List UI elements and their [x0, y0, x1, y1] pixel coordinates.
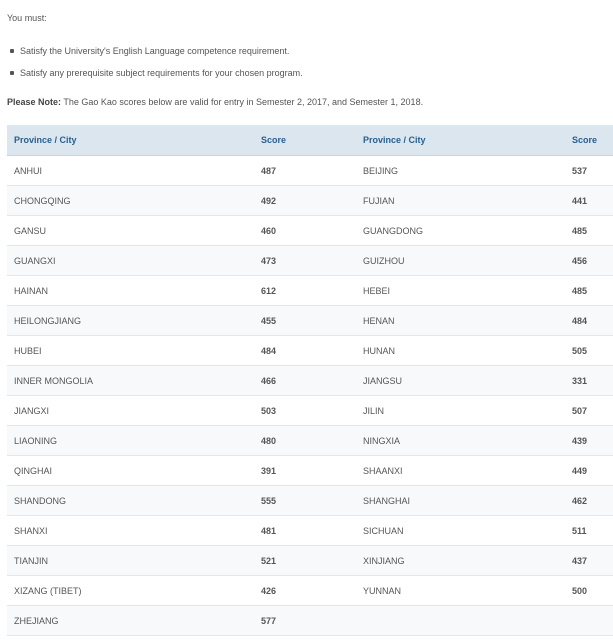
score-cell: 507	[565, 396, 613, 426]
province-cell: SHAANXI	[356, 456, 565, 486]
score-cell: 460	[254, 216, 356, 246]
province-cell: CHONGQING	[7, 186, 254, 216]
score-cell: 426	[254, 576, 356, 606]
score-cell: 480	[254, 426, 356, 456]
bullet-icon	[10, 49, 14, 53]
score-cell: 484	[565, 306, 613, 336]
score-cell: 503	[254, 396, 356, 426]
table-row	[7, 156, 613, 186]
table-row	[7, 426, 613, 456]
province-cell	[356, 606, 565, 636]
list-item	[7, 44, 303, 66]
province-cell: XIZANG (TIBET)	[7, 576, 254, 606]
province-cell: NINGXIA	[356, 426, 565, 456]
province-cell: ZHEJIANG	[7, 606, 254, 636]
province-cell: BEIJING	[356, 156, 565, 186]
province-cell: GUIZHOU	[356, 246, 565, 276]
score-cell: 577	[254, 606, 356, 636]
table-row	[7, 246, 613, 276]
province-cell: GANSU	[7, 216, 254, 246]
table-row	[7, 456, 613, 486]
table-row	[7, 276, 613, 306]
province-cell: SHANXI	[7, 516, 254, 546]
score-cell: 439	[565, 426, 613, 456]
table-row	[7, 186, 613, 216]
score-cell: 492	[254, 186, 356, 216]
header-province-2: Province / City	[356, 125, 565, 156]
province-cell: HEILONGJIANG	[7, 306, 254, 336]
score-cell: 500	[565, 576, 613, 606]
header-province-1: Province / City	[7, 125, 254, 156]
note-text: The Gao Kao scores below are valid for entry in Semester 2, 2017, and Semester 1, 2018.	[63, 97, 424, 107]
score-cell: 455	[254, 306, 356, 336]
score-cell: 485	[565, 216, 613, 246]
province-cell: JIANGXI	[7, 396, 254, 426]
table-row	[7, 576, 613, 606]
table-body	[7, 156, 613, 636]
requirement-text: Satisfy any prerequisite subject requirements for your chosen program.	[20, 68, 303, 78]
score-cell	[565, 606, 613, 636]
province-cell: JILIN	[356, 396, 565, 426]
table-row	[7, 516, 613, 546]
table-row	[7, 336, 613, 366]
header-score-1: Score	[254, 125, 356, 156]
score-cell: 487	[254, 156, 356, 186]
province-cell: GUANGXI	[7, 246, 254, 276]
score-cell: 437	[565, 546, 613, 576]
province-cell: HAINAN	[7, 276, 254, 306]
province-cell: QINGHAI	[7, 456, 254, 486]
score-cell: 331	[565, 366, 613, 396]
province-cell: FUJIAN	[356, 186, 565, 216]
bullet-icon	[10, 71, 14, 75]
province-cell: ANHUI	[7, 156, 254, 186]
score-cell: 481	[254, 516, 356, 546]
score-cell: 441	[565, 186, 613, 216]
score-cell: 612	[254, 276, 356, 306]
requirements-list	[7, 44, 303, 88]
table-header-row	[7, 125, 613, 156]
score-cell: 449	[565, 456, 613, 486]
table-row	[7, 366, 613, 396]
table-row	[7, 216, 613, 246]
province-cell: SHANDONG	[7, 486, 254, 516]
province-cell: TIANJIN	[7, 546, 254, 576]
note-label: Please Note:	[7, 97, 62, 107]
province-cell: SICHUAN	[356, 516, 565, 546]
province-cell: HENAN	[356, 306, 565, 336]
score-cell: 505	[565, 336, 613, 366]
table-row	[7, 606, 613, 636]
score-cell: 521	[254, 546, 356, 576]
note-paragraph	[7, 97, 423, 107]
province-cell: XINJIANG	[356, 546, 565, 576]
province-cell: SHANGHAI	[356, 486, 565, 516]
intro-text: You must:	[7, 13, 47, 23]
score-cell: 511	[565, 516, 613, 546]
province-cell: GUANGDONG	[356, 216, 565, 246]
province-cell: HUBEI	[7, 336, 254, 366]
score-cell: 462	[565, 486, 613, 516]
score-cell: 555	[254, 486, 356, 516]
province-cell: INNER MONGOLIA	[7, 366, 254, 396]
score-cell: 466	[254, 366, 356, 396]
table-row	[7, 396, 613, 426]
list-item	[7, 66, 303, 88]
province-cell: HEBEI	[356, 276, 565, 306]
header-score-2: Score	[565, 125, 613, 156]
table-row	[7, 546, 613, 576]
province-cell: YUNNAN	[356, 576, 565, 606]
province-cell: HUNAN	[356, 336, 565, 366]
gaokao-score-table	[7, 125, 613, 636]
table-row	[7, 486, 613, 516]
score-cell: 484	[254, 336, 356, 366]
score-cell: 391	[254, 456, 356, 486]
province-cell: JIANGSU	[356, 366, 565, 396]
score-cell: 485	[565, 276, 613, 306]
score-cell: 456	[565, 246, 613, 276]
province-cell: LIAONING	[7, 426, 254, 456]
requirement-text: Satisfy the University's English Language competence requirement.	[20, 46, 290, 56]
score-cell: 537	[565, 156, 613, 186]
table-row	[7, 306, 613, 336]
score-cell: 473	[254, 246, 356, 276]
